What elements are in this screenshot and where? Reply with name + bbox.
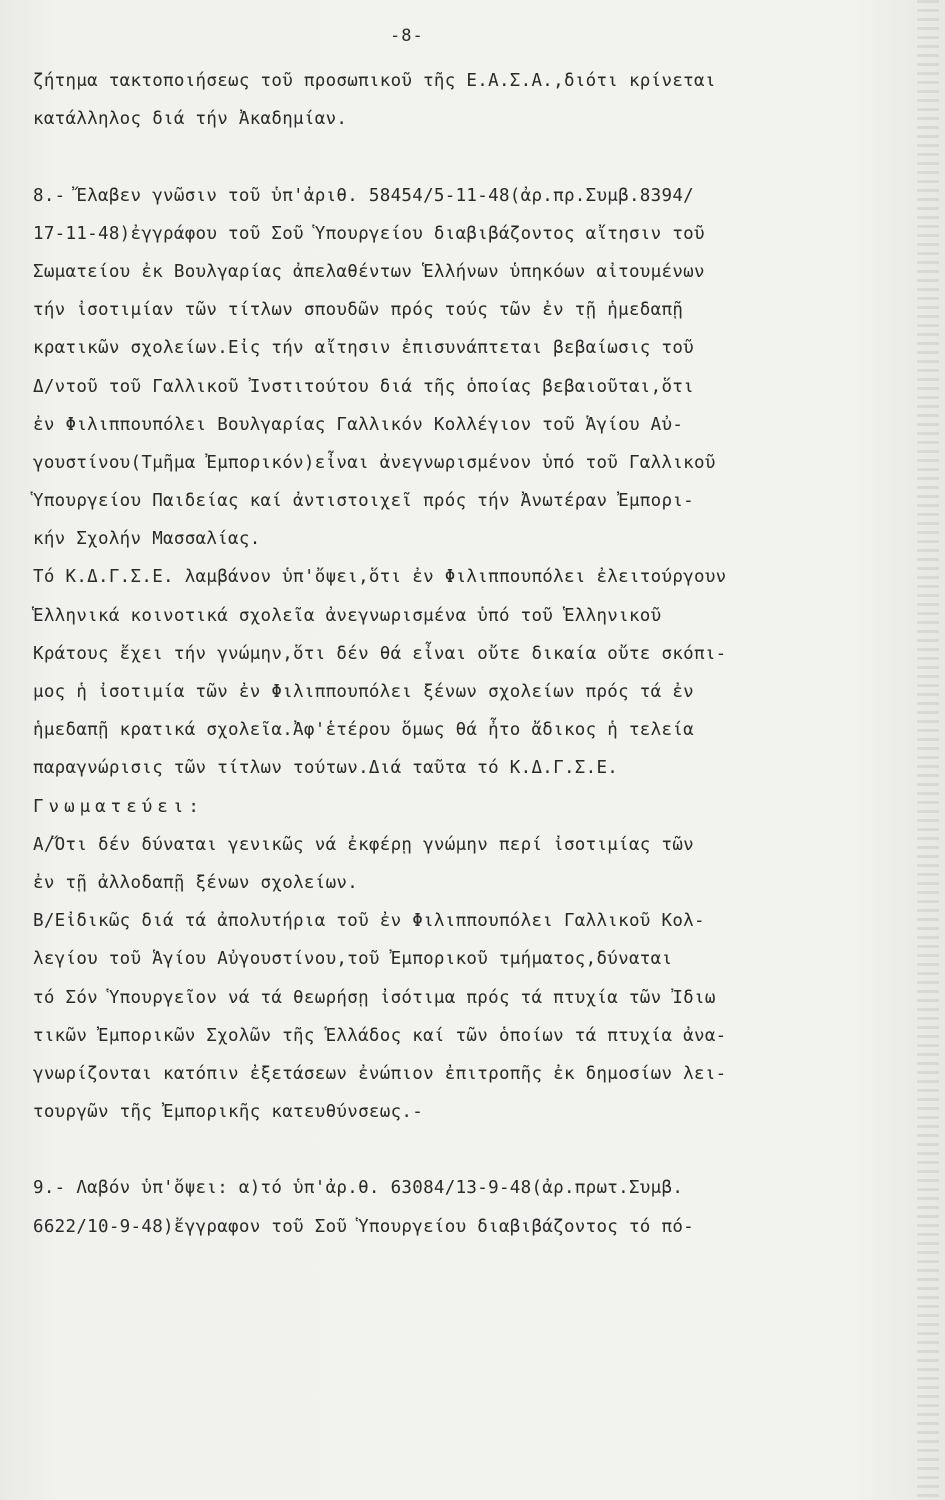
document-body [33, 62, 903, 1246]
text-line: 9.- Λαβόν ὑπ'ὄψει: α)τό ὑπ'ἀρ.θ. 63084/13-9-48(ἀρ.πρωτ.Συμβ. [33, 1178, 684, 1199]
text-line: Ὑπουργείου Παιδείας καί ἀντιστοιχεῖ πρός τήν Ἀνωτέραν Ἐμπορι- [33, 491, 694, 512]
text-line: γνωρίζονται κατόπιν ἐξετάσεων ἐνώπιον ἐπιτροπῆς ἐκ δημοσίων λει- [33, 1063, 727, 1084]
text-line: ζήτημα τακτοποιήσεως τοῦ προσωπικοῦ τῆς Ε.Α.Σ.Α.,διότι κρίνεται [33, 71, 716, 91]
text-line: 8.- Ἔλαβεν γνῶσιν τοῦ ὑπ'ἀριθ. 58454/5-11-48(ἀρ.πρ.Συμβ.8394/ [33, 185, 694, 206]
text-line: τό Σόν Ὑπουργεῖον νά τά θεωρήσῃ ἰσότιμα πρός τά πτυχία τῶν Ἰδιω [33, 987, 716, 1008]
text-line: μος ἡ ἰσοτιμία τῶν ἐν Φιλιππουπόλει ξένων σχολείων πρός τά ἐν [33, 682, 694, 702]
heading-gnomateuei: Γνωματεύει: [33, 796, 204, 817]
page-number: -8- [390, 26, 424, 46]
text-line: τικῶν Ἐμπορικῶν Σχολῶν τῆς Ἑλλάδος καί τῶν ὁποίων τά πτυχία ἀνα- [33, 1025, 727, 1046]
blank-line [33, 138, 903, 176]
text-line: λεγίου τοῦ Ἁγίου Αὐγουστίνου,τοῦ Ἐμπορικοῦ τμήματος,δύναται [33, 949, 673, 970]
text-line: κήν Σχολήν Μασσαλίας. [33, 529, 261, 550]
text-line: Σωματείου ἐκ Βουλγαρίας ἀπελαθέντων Ἑλλήνων ὑπηκόων αἰτουμένων [33, 261, 705, 282]
scan-edge-texture [917, 0, 939, 1500]
text-line: Β/Εἰδικῶς διά τά ἀπολυτήρια τοῦ ἐν Φιλιππουπόλει Γαλλικοῦ Κολ- [33, 911, 705, 932]
text-line: Τό Κ.Δ.Γ.Σ.Ε. λαμβάνον ὑπ'ὄψει,ὅτι ἐν Φιλιππουπόλει ἐλειτούργουν [33, 567, 727, 588]
text-line: τουργῶν τῆς Ἐμπορικῆς κατευθύνσεως.- [33, 1102, 424, 1123]
text-line: Ἑλληνικά κοινοτικά σχολεῖα ἀνεγνωρισμένα ὑπό τοῦ Ἑλληνικοῦ [33, 605, 662, 626]
text-line: 17-11-48)ἐγγράφου τοῦ Σοῦ Ὑπουργείου διαβιβάζοντος αἴτησιν τοῦ [33, 223, 705, 244]
text-line: κατάλληλος διά τήν Ἀκαδημίαν. [33, 109, 348, 130]
text-line: Κράτους ἔχει τήν γνώμην,ὅτι δέν θά εἶναι οὔτε δικαία οὔτε σκόπι- [33, 643, 727, 664]
text-line: παραγνώρισις τῶν τίτλων τούτων.Διά ταῦτα τό Κ.Δ.Γ.Σ.Ε. [33, 758, 619, 779]
text-line: ἡμεδαπῇ κρατικά σχολεῖα.Ἀφ'ἑτέρου ὅμως θά ἦτο ἄδικος ἡ τελεία [33, 720, 694, 741]
text-line: ἐν Φιλιππουπόλει Βουλγαρίας Γαλλικόν Κολλέγιον τοῦ Ἁγίου Αὐ- [33, 414, 684, 435]
text-line: Δ/ντοῦ τοῦ Γαλλικοῦ Ἰνστιτούτου διά τῆς ὁποίας βεβαιοῦται,ὅτι [33, 376, 694, 397]
text-line: κρατικῶν σχολείων.Εἰς τήν αἴτησιν ἐπισυνάπτεται βεβαίωσις τοῦ [33, 338, 694, 359]
text-line: τήν ἰσοτιμίαν τῶν τίτλων σπουδῶν πρός τούς τῶν ἐν τῇ ἡμεδαπῇ [33, 300, 684, 321]
text-line: ἐν τῇ ἀλλοδαπῇ ξένων σχολείων. [33, 872, 359, 893]
text-line: 6622/10-9-48)ἔγγραφον τοῦ Σοῦ Ὑπουργείου διαβιβάζοντος τό πό- [33, 1216, 694, 1237]
blank-line [33, 1131, 903, 1169]
text-line: γουστίνου(Τμῆμα Ἐμπορικόν)εἶναι ἀνεγνωρισμένον ὑπό τοῦ Γαλλικοῦ [33, 452, 716, 473]
text-line: Α/Ὅτι δέν δύναται γενικῶς νά ἐκφέρῃ γνώμην περί ἰσοτιμίας τῶν [33, 834, 694, 855]
